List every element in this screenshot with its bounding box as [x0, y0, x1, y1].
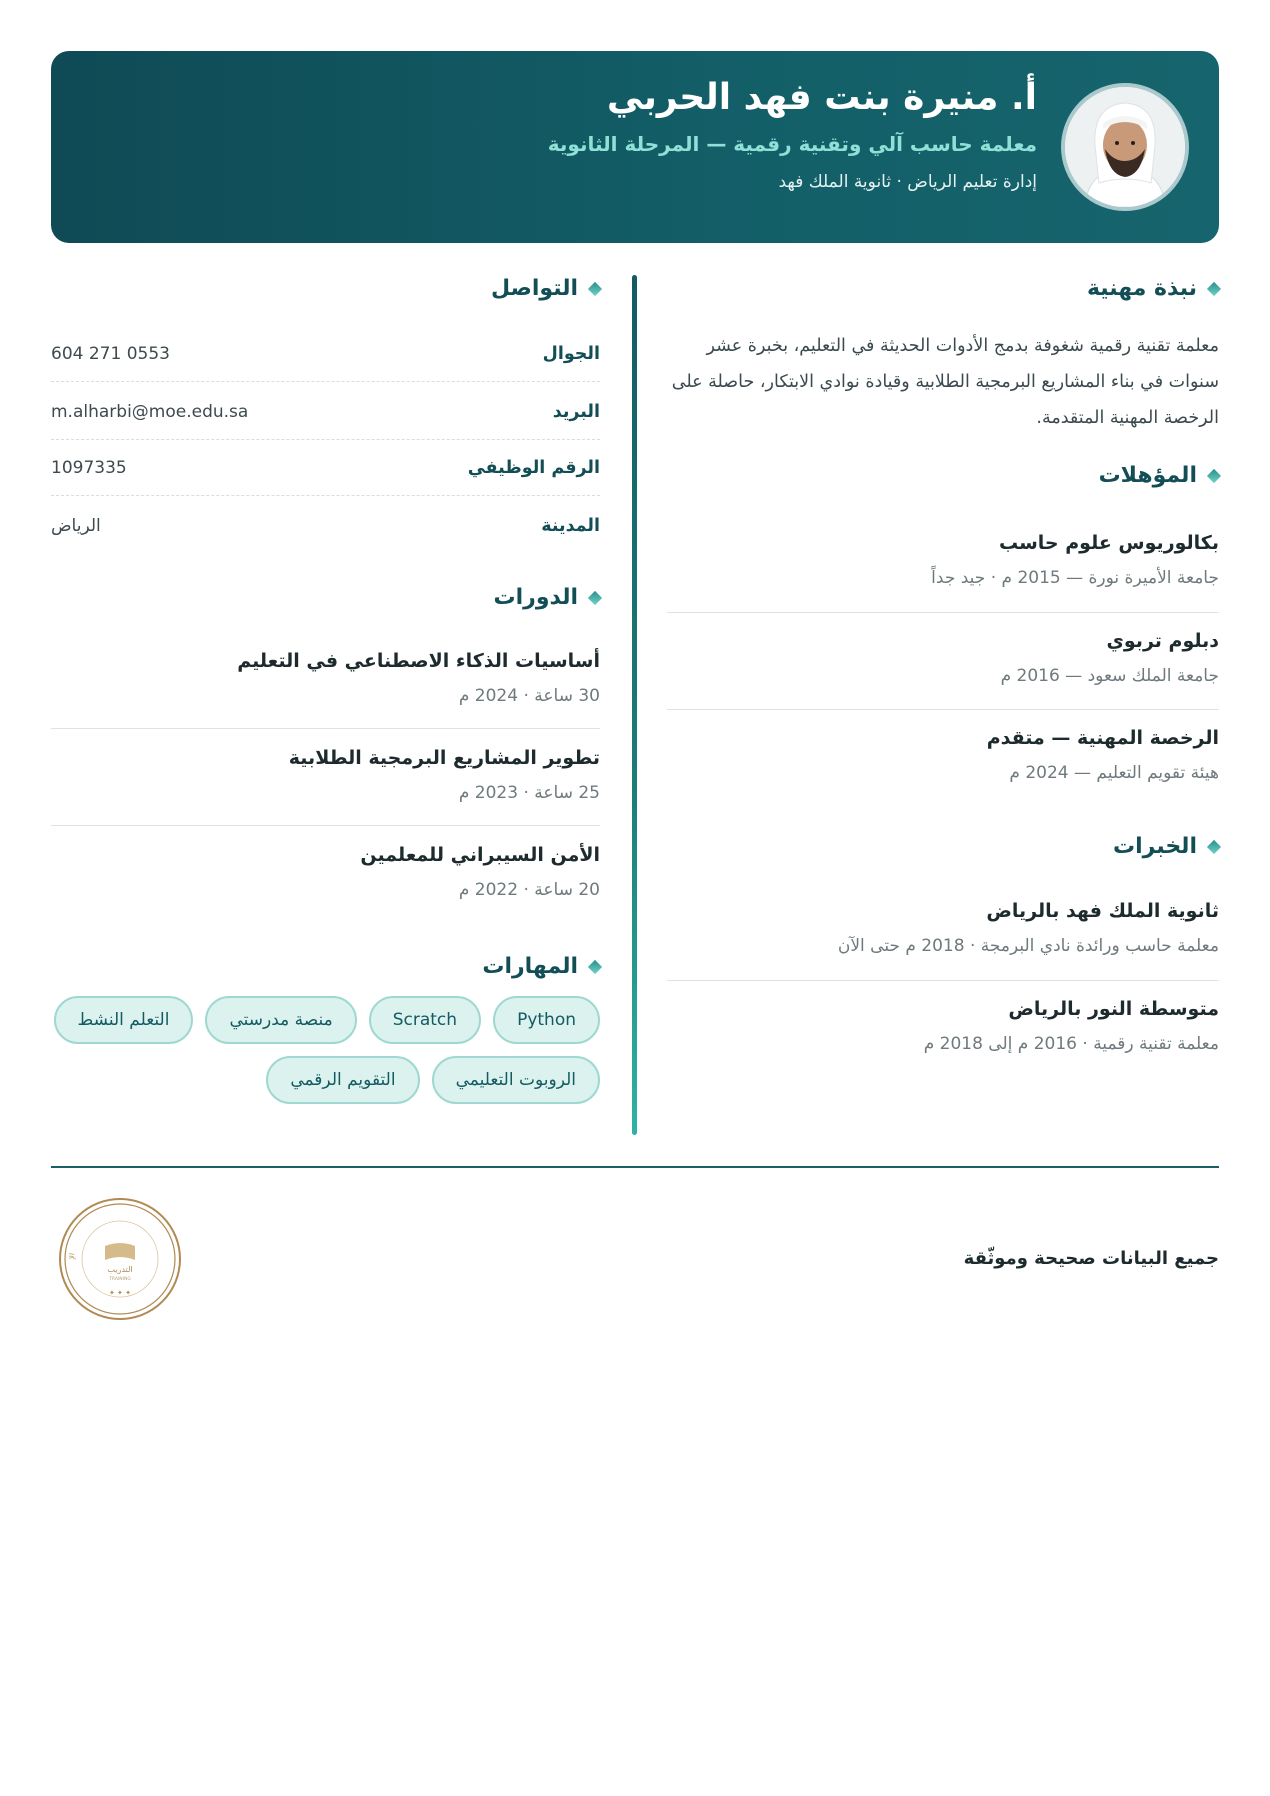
contact-label: الجوال [542, 343, 600, 364]
contact-heading [491, 276, 600, 301]
qualification-detail: هيئة تقويم التعليم — 2024 م [1009, 763, 1219, 783]
experience-item [667, 998, 1219, 1054]
course-item [51, 747, 600, 803]
diamond-icon [1207, 839, 1221, 853]
summary-text: معلمة تقنية رقمية شغوفة بدمج الأدوات الحديثة في التعليم، بخبرة عشر سنوات في بناء المشاريع البرمجية الطلابية وقيادة نوادي الابتكار، حاصلة على الرخصة المهنية المتقدمة. [671, 336, 1219, 428]
contact-id-row [51, 440, 600, 496]
svg-text:✦ ✦ ✦: ✦ ✦ ✦ [108, 1289, 132, 1297]
qualification-detail: جامعة الأميرة نورة — 2015 م · جيد جداً [931, 568, 1219, 588]
svg-text:التدريب: التدريب [107, 1265, 133, 1274]
courses-heading-text: الدورات [493, 585, 578, 610]
experience-item [667, 900, 1219, 956]
experience-heading [1113, 834, 1219, 859]
footer-divider [51, 1166, 1219, 1168]
diamond-icon [588, 959, 602, 973]
contact-phone-row [51, 326, 600, 382]
skill-chip: التعلم النشط [54, 996, 194, 1044]
course-title: الأمن السيبراني للمعلمين [360, 844, 600, 866]
diamond-icon [588, 281, 602, 295]
svg-text:TRAINING: TRAINING [109, 1277, 131, 1282]
course-detail: 30 ساعة · 2024 م [458, 686, 600, 706]
seal-stamp-icon [57, 1196, 183, 1322]
experience-title: ثانوية الملك فهد بالرياض [986, 900, 1219, 922]
experience-detail: معلمة تقنية رقمية · 2016 م إلى 2018 م [923, 1034, 1219, 1054]
divider [667, 709, 1219, 710]
qualification-title: الرخصة المهنية — متقدم [986, 727, 1219, 749]
employee-id-value: 1097335 [51, 457, 127, 478]
summary-heading-text: نبذة مهنية [1086, 276, 1197, 301]
summary-heading [1087, 276, 1219, 301]
course-title: تطوير المشاريع البرمجية الطلابية [288, 747, 600, 769]
skill-chip: التقويم الرقمي [266, 1056, 419, 1104]
experience-title: متوسطة النور بالرياض [1008, 998, 1219, 1020]
course-title: أساسيات الذكاء الاصطناعي في التعليم [237, 650, 600, 672]
course-item [51, 650, 600, 706]
verification-statement: جميع البيانات صحيحة وموثّقة [963, 1248, 1219, 1269]
divider [51, 728, 600, 729]
experience-detail: معلمة حاسب ورائدة نادي البرمجة · 2018 م حتى الآن [837, 936, 1219, 956]
person-avatar-icon [1065, 87, 1185, 207]
divider [51, 825, 600, 826]
diamond-icon [1207, 468, 1221, 482]
contact-city-row [51, 498, 600, 554]
column-divider [632, 275, 637, 1135]
skill-chip: منصة مدرستي [205, 996, 356, 1044]
divider [667, 980, 1219, 981]
city-value: الرياض [51, 516, 101, 536]
course-detail: 20 ساعة · 2022 م [458, 880, 600, 900]
phone-value[interactable]: 604 271 0553 [51, 343, 170, 364]
svg-text:الإدارة العامة للتدريب والابتع: الإ [67, 1252, 77, 1260]
contact-label: المدينة [541, 516, 600, 536]
course-detail: 25 ساعة · 2023 م [458, 783, 600, 803]
skill-chip: الروبوت التعليمي [432, 1056, 600, 1104]
skills-heading-text: المهارات [482, 954, 578, 979]
skills-heading [482, 954, 600, 979]
qualification-title: بكالوريوس علوم حاسب [999, 532, 1219, 554]
qualifications-heading-text: المؤهلات [1098, 463, 1197, 488]
skill-chip: Scratch [369, 996, 481, 1044]
skill-chip: Python [493, 996, 600, 1044]
header-text [548, 77, 1037, 192]
diamond-icon [588, 590, 602, 604]
qualification-title: دبلوم تربوي [1106, 630, 1219, 652]
person-name: أ. منيرة بنت فهد الحربي [606, 77, 1037, 118]
contact-label: البريد [552, 401, 600, 422]
organization: إدارة تعليم الرياض · ثانوية الملك فهد [778, 172, 1037, 192]
qualification-item [667, 727, 1219, 783]
qualification-detail: جامعة الملك سعود — 2016 م [1000, 666, 1219, 686]
job-title: معلمة حاسب آلي وتقنية رقمية — المرحلة الثانوية [547, 132, 1037, 156]
contact-email-row [51, 384, 600, 440]
courses-heading [494, 585, 601, 610]
experience-heading-text: الخبرات [1113, 834, 1197, 859]
qualification-item [667, 532, 1219, 588]
divider [667, 612, 1219, 613]
contact-heading-text: التواصل [490, 276, 578, 301]
diamond-icon [1207, 281, 1221, 295]
contact-label: الرقم الوظيفي [467, 457, 600, 478]
email-value[interactable]: m.alharbi@moe.edu.sa [51, 401, 249, 422]
skills-list [51, 996, 600, 1104]
header-banner [51, 51, 1219, 243]
course-item [51, 844, 600, 900]
qualifications-heading [1099, 463, 1219, 488]
profile-photo [1061, 83, 1189, 211]
qualification-item [667, 630, 1219, 686]
training-seal [57, 1196, 183, 1322]
